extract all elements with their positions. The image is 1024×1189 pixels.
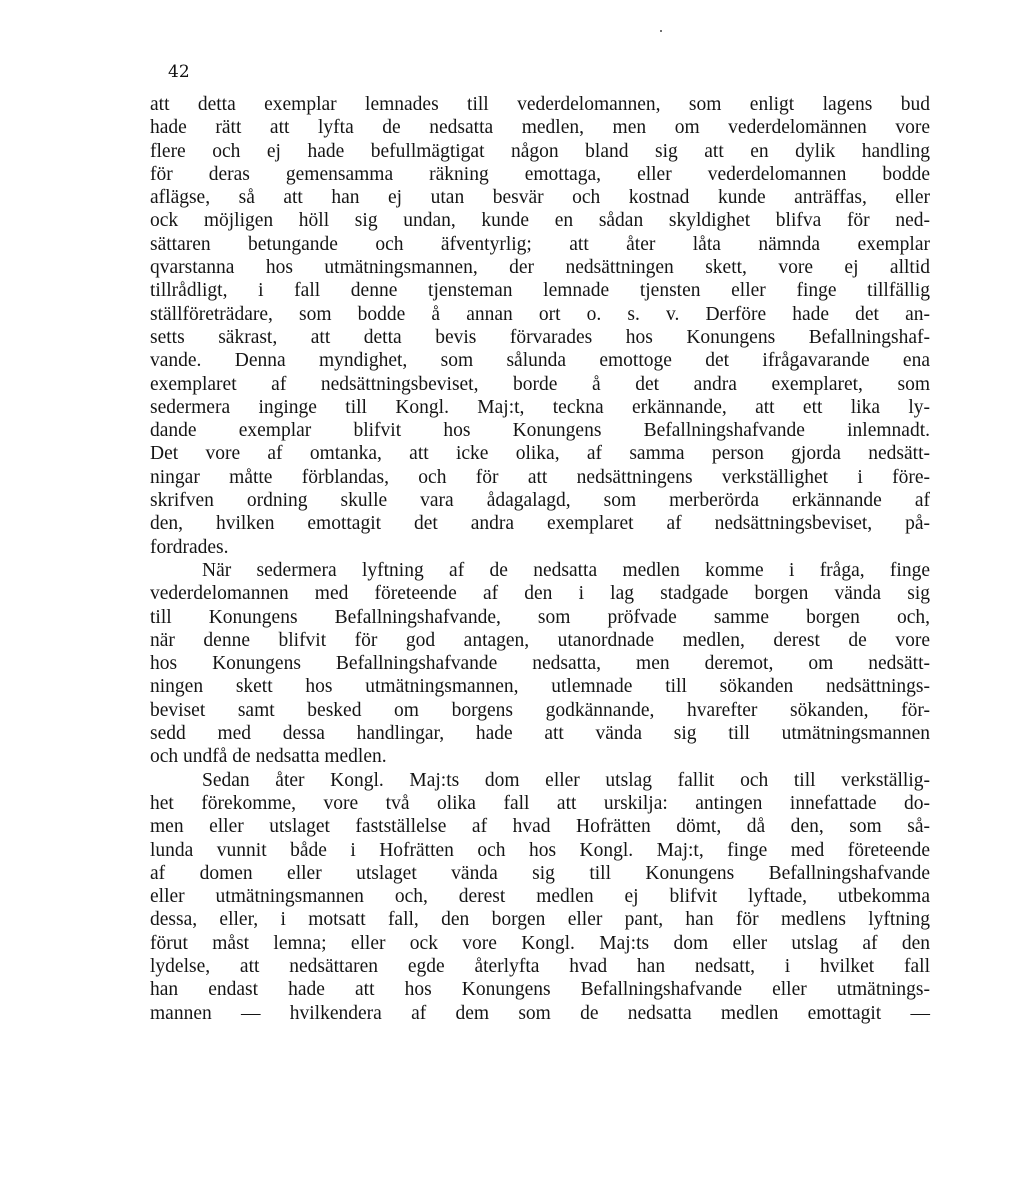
- text-line: skrifven ordning skulle vara ådagalagd, som merberörda erkännande af: [150, 490, 930, 512]
- page-number: 42: [168, 62, 190, 82]
- text-line: sedd med dessa handlingar, hade att vända sig till utmätningsmannen: [150, 723, 930, 745]
- text-line: dessa, eller, i motsatt fall, den borgen eller pant, han för medlens lyftning: [150, 909, 930, 931]
- text-line: till Konungens Befallningshafvande, som pröfvade samme borgen och,: [150, 606, 930, 628]
- text-line: den, hvilken emottagit det andra exemplaret af nedsättningsbeviset, på-: [150, 513, 930, 535]
- text-line: aflägse, så att han ej utan besvär och kostnad kunde anträffas, eller: [150, 187, 930, 209]
- text-line: ningen skett hos utmätningsmannen, utlemnade till sökanden nedsättnings-: [150, 676, 930, 698]
- text-line: sättaren betungande och äfventyrlig; att åter låta nämnda exemplar: [150, 233, 930, 255]
- text-line: för deras gemensamma räkning emottaga, eller vederdelomannen bodde: [150, 163, 930, 185]
- text-line: beviset samt besked om borgens godkännande, hvarefter sökanden, för-: [150, 699, 930, 721]
- text-line: setts säkrast, att detta bevis förvarades hos Konungens Befallningshaf-: [150, 326, 930, 348]
- text-line: när denne blifvit för god antagen, utanordnade medlen, derest de vore: [150, 629, 930, 651]
- text-line: lunda vunnit både i Hofrätten och hos Kongl. Maj:t, finge med företeende: [150, 839, 930, 861]
- text-line: sedermera inginge till Kongl. Maj:t, teckna erkännande, att ett lika ly-: [150, 396, 930, 418]
- text-line: flere och ej hade befullmägtigat någon bland sig att en dylik handling: [150, 140, 930, 162]
- text-line: vederdelomannen med företeende af den i lag stadgade borgen vända sig: [150, 583, 930, 605]
- text-line: af domen eller utslaget vända sig till Konungens Befallningshafvande: [150, 862, 930, 884]
- text-line: Det vore af omtanka, att icke olika, af samma person gjorda nedsätt-: [150, 443, 930, 465]
- text-line: Sedan åter Kongl. Maj:ts dom eller utslag fallit och till verkställig-: [202, 769, 930, 791]
- text-line: förut måst lemna; eller ock vore Kongl. Maj:ts dom eller utslag af den: [150, 932, 930, 954]
- text-line: hade rätt att lyfta de nedsatta medlen, men om vederdelomännen vore: [150, 117, 930, 139]
- text-line: att detta exemplar lemnades till vederdelomannen, som enligt lagens bud: [150, 94, 930, 115]
- text-line: mannen — hvilkendera af dem som de nedsatta medlen emottagit —: [150, 1002, 930, 1024]
- text-line: qvarstanna hos utmätningsmannen, der nedsättningen skett, vore ej alltid: [150, 257, 930, 279]
- text-line: ställföreträdare, som bodde å annan ort o. s. v. Derföre hade det an-: [150, 303, 930, 325]
- text-line: fordrades.: [150, 536, 229, 558]
- text-line: vande. Denna myndighet, som sålunda emottoge det ifrågavarande ena: [150, 350, 930, 372]
- text-line: tillrådligt, i fall denne tjensteman lemnade tjensten eller finge tillfällig: [150, 280, 930, 302]
- text-line: och undfå de nedsatta medlen.: [150, 746, 387, 768]
- text-line: lydelse, att nedsättaren egde återlyfta hvad han nedsatt, i hvilket fall: [150, 955, 930, 977]
- text-line: ock möjligen höll sig undan, kunde en sådan skyldighet blifva för ned-: [150, 210, 930, 232]
- text-line: exemplaret af nedsättningsbeviset, borde å det andra exemplaret, som: [150, 373, 930, 395]
- text-line: eller utmätningsmannen och, derest medlen ej blifvit lyftade, utbekomma: [150, 886, 930, 908]
- text-line: hos Konungens Befallningshafvande nedsatta, men deremot, om nedsätt-: [150, 653, 930, 675]
- text-line: ningar måtte förblandas, och för att nedsättningens verkställighet i före-: [150, 466, 930, 488]
- body-text: [150, 93, 930, 1025]
- text-line: När sedermera lyftning af de nedsatta medlen komme i fråga, finge: [202, 559, 930, 581]
- text-line: dande exemplar blifvit hos Konungens Befallningshafvande inlemnadt.: [150, 420, 930, 442]
- scan-speck: [660, 30, 662, 32]
- text-line: het förekomme, vore två olika fall att urskilja: antingen innefattade do-: [150, 792, 930, 814]
- text-line: han endast hade att hos Konungens Befallningshafvande eller utmätnings-: [150, 979, 930, 1001]
- text-line: men eller utslaget fastställelse af hvad Hofrätten dömt, då den, som så-: [150, 816, 930, 838]
